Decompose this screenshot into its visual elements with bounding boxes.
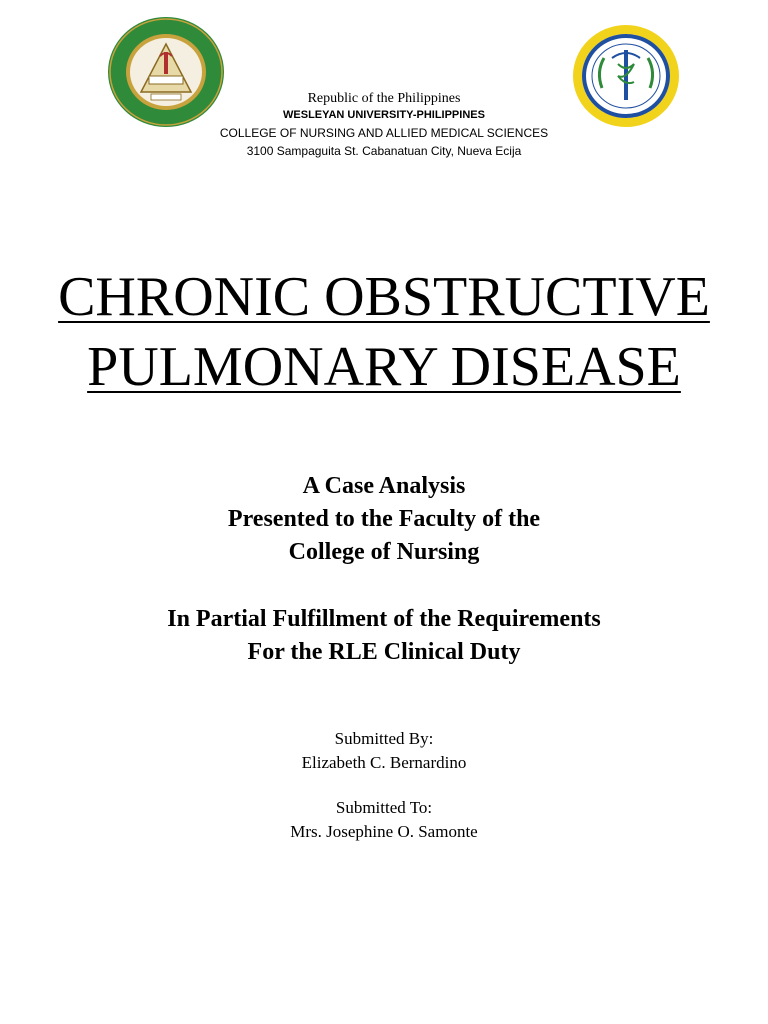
subtitle-line-3: College of Nursing (288, 539, 480, 565)
subtitle-line-2: Presented to the Faculty of the (227, 506, 541, 532)
submitted-to-block (0, 796, 768, 844)
submitted-by-label: Submitted By: (334, 729, 434, 748)
header-college: COLLEGE OF NURSING AND ALLIED MEDICAL SCIENCES (219, 126, 549, 140)
submitted-to-label: Submitted To: (335, 798, 433, 817)
title-line-2: PULMONARY DISEASE (87, 336, 681, 398)
institution-header (0, 90, 768, 160)
fulfillment-subtitle (0, 603, 768, 669)
header-university: WESLEYAN UNIVERSITY-PHILIPPINES (283, 109, 485, 121)
submitted-to-name: Mrs. Josephine O. Samonte (290, 822, 478, 841)
subtitle-line-1: A Case Analysis (302, 473, 466, 499)
header-address: 3100 Sampaguita St. Cabanatuan City, Nueva Ecija (246, 144, 522, 158)
submitted-by-name: Elizabeth C. Bernardino (301, 753, 467, 772)
header-republic: Republic of the Philippines (307, 91, 461, 106)
submitted-by-block (0, 727, 768, 775)
case-analysis-subtitle (0, 470, 768, 569)
fulfillment-line-1: In Partial Fulfillment of the Requirements (167, 606, 601, 632)
fulfillment-line-2: For the RLE Clinical Duty (247, 639, 521, 665)
document-title (0, 262, 768, 402)
title-line-1: CHRONIC OBSTRUCTIVE (58, 266, 710, 328)
